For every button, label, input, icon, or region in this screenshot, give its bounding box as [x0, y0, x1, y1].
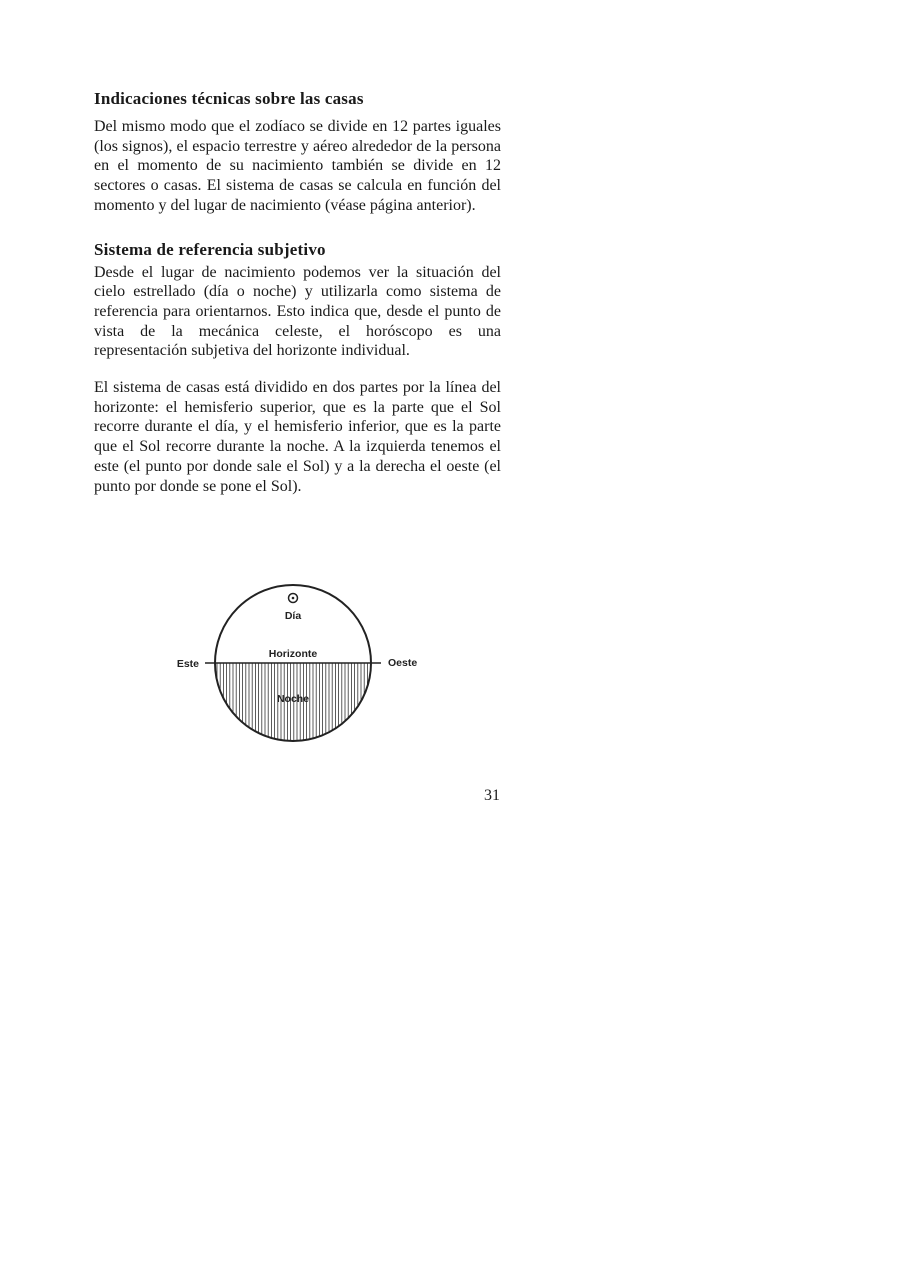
label-east: Este [176, 658, 199, 670]
paragraph-zodiaco: Del mismo modo que el zodíaco se divide en 12 partes iguales (los signos), el espacio terrestre y aéreo alrededor de la persona en el momento de su nacimiento también se divide en 12 sectores o casas. El sistema de casas se calcula en función del momento y del lugar de nacimiento (véase página anterior). [94, 118, 501, 214]
section-title-referencia: Sistema de referencia subjetivo [94, 239, 326, 259]
page-number: 31 [484, 787, 500, 804]
paragraph-referencia: Desde el lugar de nacimiento podemos ver la situación del cielo estrellado (día o noche) y utilizarla como sistema de referencia para orientarnos. Esto indica que, desde el punto de vista de la mecánica celeste, el horóscopo es una representación subjetiva del horizonte individual. [94, 263, 501, 360]
section-title-casas: Indicaciones técnicas sobre las casas [94, 89, 364, 108]
paragraph-sistema-casas: El sistema de casas está dividido en dos partes por la línea del horizonte: el hemisferio superior, que es la parte que el Sol recorre durante el día, y el hemisferio inferior, que es la parte que el Sol recorre durante la noche. A la izquierda tenemos el este (el punto por donde sale el Sol) y a la derecha el oeste (el punto por donde se pone el Sol). [94, 379, 501, 495]
label-night: Noche [276, 693, 310, 705]
sun-symbol-icon [289, 594, 298, 603]
label-west: Oeste [388, 657, 418, 669]
label-day: Día [284, 610, 302, 622]
horizon-diagram [160, 580, 440, 750]
page-content [94, 88, 501, 496]
label-horizon: Horizonte [268, 648, 318, 660]
